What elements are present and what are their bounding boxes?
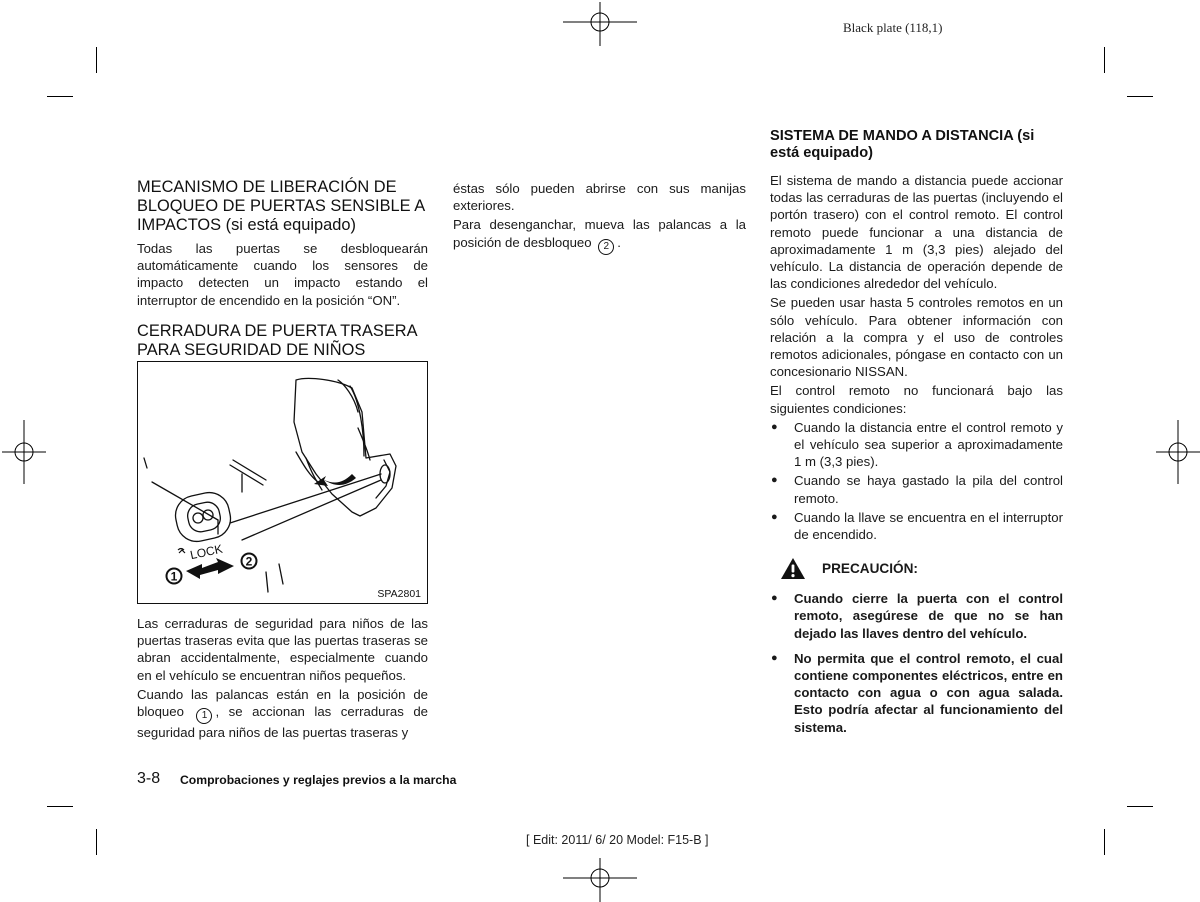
lock-label: LOCK <box>188 541 224 563</box>
figure-caption: SPA2801 <box>377 588 421 600</box>
bullet-icon: ● <box>771 474 778 487</box>
unlock-position-period: . <box>617 234 621 250</box>
list-item: ● Cuando la llave se encuentra en el interruptor de encendido. <box>771 509 1063 543</box>
heading-remote-control: SISTEMA DE MANDO A DISTANCIA (si está equipado) <box>770 128 1035 161</box>
bullet-icon: ● <box>771 651 778 664</box>
circled-number-2: 2 <box>598 239 614 255</box>
registration-mark-left <box>2 420 46 484</box>
paragraph-impact-unlock: Todas las puertas se desbloquearán automáticamente cuando los sensores de impacto detecten un impacto estando el interruptor de encendido en la posición “ON”. <box>137 241 428 308</box>
plate-label: Black plate (118,1) <box>843 20 943 35</box>
paragraph-exterior-handles: éstas sólo pueden abrirse con sus manijas exteriores. <box>453 181 746 214</box>
position-1-label: 1 <box>170 569 178 584</box>
list-item: ● Cuando la distancia entre el control remoto y el vehículo sea superior a aproximadamente 1 m (3,3 pies). <box>771 419 1063 470</box>
middle-column <box>453 180 746 257</box>
heading-child-lock: CERRADURA DE PUERTA TRASERA PARA SEGURIDAD DE NIÑOS <box>137 321 417 359</box>
registration-mark-bottom <box>563 858 637 902</box>
door-lever-drawing <box>138 362 427 603</box>
lock-symbol-icon <box>178 549 185 554</box>
bullet-icon: ● <box>771 592 778 605</box>
right-column <box>770 128 1063 738</box>
caution-heading <box>770 557 1063 580</box>
registration-mark-top <box>563 2 637 46</box>
conditions-list <box>770 419 1063 543</box>
circled-number-1: 1 <box>196 708 212 724</box>
section-title: Comprobaciones y reglajes previos a la marcha <box>180 773 457 787</box>
caution-title: PRECAUCIÓN: <box>822 561 918 577</box>
lock-position-text-cont: , se accionan las cerraduras de seguridad para niños de las puertas traseras y <box>137 704 428 741</box>
warning-triangle-icon <box>780 557 806 580</box>
lock-position-text: Cuando las palancas están en la posición de bloqueo <box>137 686 428 720</box>
heading-impact-unlock: MECANISMO DE LIBERACIÓN DE BLOQUEO DE PUERTAS SENSIBLE A IMPACTOS (si está equipado) <box>137 178 425 234</box>
list-item: ● Cuando se haya gastado la pila del control remoto. <box>771 473 1063 506</box>
caution-list <box>770 590 1063 736</box>
bullet-icon: ● <box>771 510 778 523</box>
paragraph-lock-position <box>137 686 428 741</box>
left-column-top <box>137 178 428 365</box>
paragraph-remote-intro: El sistema de mando a distancia puede accionar todas las cerraduras de las puertas (incluyendo el portón trasero) con el control remoto. El control remoto puede funcionar a una distancia de aproximadamente 1 m (3,3 pies) alejado del vehículo. La distancia de operación depende de las condiciones alrededor del vehículo. <box>770 173 1063 292</box>
unlock-position-text: Para desenganchar, mueva las palancas a la posición de desbloqueo <box>453 217 746 250</box>
position-2-label: 2 <box>245 554 253 569</box>
child-lock-illustration <box>137 361 428 604</box>
left-column-bottom <box>137 615 428 743</box>
registration-mark-right <box>1156 420 1200 484</box>
list-item: ● No permita que el control remoto, el cual contiene componentes eléctricos, entre en contacto con agua o con agua salada. Esto podría afectar al funcionamiento del sistema. <box>771 650 1063 735</box>
paragraph-remote-count: Se pueden usar hasta 5 controles remotos en un sólo vehículo. Para obtener información con relación a la compra y el uso de controles remotos adicionales, póngase en contacto con un concesionario NISSAN. <box>770 295 1063 380</box>
list-item: ● Cuando cierre la puerta con el control remoto, asegúrese de que no se han dejado las llaves dentro del vehículo. <box>771 591 1063 641</box>
paragraph-child-lock-description: Las cerraduras de seguridad para niños de las puertas traseras evita que las puertas traseras se abran accidentalmente, especialmente cuando en el vehículo se encuentran niños pequeños. <box>137 616 428 683</box>
paragraph-unlock-position <box>453 216 746 254</box>
page-number: 3-8 <box>137 770 161 787</box>
edit-info: [ Edit: 2011/ 6/ 20 Model: F15-B ] <box>526 833 709 847</box>
bullet-icon: ● <box>771 420 778 433</box>
paragraph-remote-conditions: El control remoto no funcionará bajo las siguientes condiciones: <box>770 383 1063 416</box>
